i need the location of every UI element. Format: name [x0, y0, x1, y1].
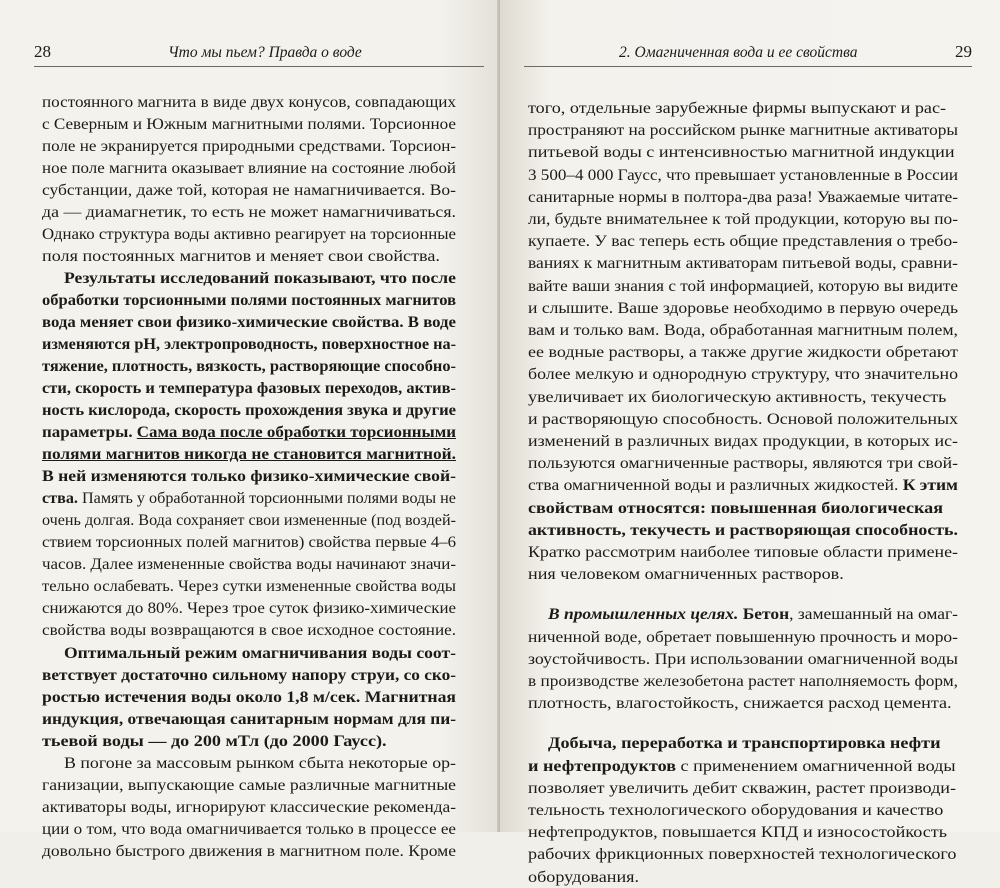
- text-line-content: [548, 732, 941, 754]
- text-line: [42, 686, 456, 708]
- text-line: [42, 179, 457, 201]
- text-line: [528, 363, 959, 385]
- text-line: [528, 97, 947, 119]
- text-line-content: в производстве железобетона растет наполняемость форм,: [528, 672, 958, 690]
- text-line-content: того, отдельные зарубежные фирмы выпускают и рас-: [528, 99, 947, 117]
- text-line-content: санитарные нормы в полтора-два раза! Уважаемые читате-: [528, 187, 958, 206]
- text-segment: с применением омагниченной воды: [676, 756, 956, 775]
- text-line-content: изменений в различных видах продукции, в которых ис-: [528, 432, 959, 450]
- text-line: [528, 275, 959, 297]
- right-header-rule: [524, 66, 972, 67]
- left-page: [0, 0, 500, 860]
- text-line-content: В погоне за массовым рынком сбыта некоторые ор-: [64, 753, 456, 772]
- left-header-rule: [34, 66, 484, 67]
- text-line: [528, 319, 958, 341]
- text-line-content: Оптимальный режим омагничивания воды соот-: [64, 643, 456, 662]
- text-line: [42, 796, 457, 818]
- text-line-content: ваниях к магнитным активаторам питьевой воды, сравни-: [528, 254, 958, 273]
- left-page-number: 28: [34, 42, 51, 61]
- text-line-content: тельность технологического оборудования и качество: [528, 801, 944, 819]
- text-line: [64, 752, 456, 774]
- text-line: [64, 267, 457, 289]
- text-segment: , замешанный на омаг-: [789, 605, 958, 624]
- left-running-title: Что мы пьем? Правда о воде: [168, 44, 362, 61]
- text-line: [528, 252, 958, 274]
- text-line: [64, 642, 456, 664]
- text-line: [42, 157, 456, 179]
- text-segment: ства омагниченной воды и различных жидкостей.: [528, 476, 903, 495]
- text-line: [42, 333, 455, 355]
- text-line: [42, 575, 457, 597]
- text-line: [42, 443, 457, 465]
- text-line: [528, 777, 957, 799]
- text-line: [528, 497, 944, 519]
- text-line: [42, 311, 456, 333]
- text-line-content: рабочих фрикционных поверхностей технологического: [528, 845, 957, 864]
- text-line-content: вайте ваши знания с той информацией, которую вы видите: [528, 276, 959, 295]
- left-running-head: [34, 42, 484, 72]
- text-line-content: Однако структура воды активно реагирует на торсионные: [42, 225, 456, 244]
- text-line: [528, 563, 844, 585]
- text-line: [528, 141, 955, 163]
- text-line: [42, 818, 457, 840]
- text-line-content: позволяет увеличить дебит скважин, растет производи-: [528, 778, 957, 797]
- text-line: [42, 487, 457, 509]
- text-line: [42, 531, 457, 553]
- text-line-content: вам и только вам. Вода, обработанная магнитным полем,: [528, 321, 958, 339]
- text-line-content: пространяют на российском рынке магнитные активаторы: [528, 121, 958, 140]
- text-line: [528, 408, 958, 430]
- text-line-content: да — диамагнетик, то есть не может намагничиваться.: [42, 203, 456, 222]
- text-line-content: свойства воды возвращаются в свое исходное состояние.: [42, 621, 457, 640]
- text-line: [548, 603, 958, 625]
- text-line: [42, 135, 457, 157]
- text-line: [528, 843, 957, 865]
- text-line: [42, 664, 456, 686]
- text-line-content: поля постоянных магнитов и меняет свои свойства.: [42, 247, 440, 266]
- text-line-content: постоянного магнита в виде двух конусов, совпадающих: [42, 93, 457, 111]
- text-line: [528, 119, 958, 141]
- text-line-content: обработки торсионными полями постоянных магнитов: [42, 291, 457, 310]
- text-line-content: нефтепродуктов, повышается КПД и износостойкость: [528, 823, 947, 842]
- text-line-content: ганизации, выпускающие самые различные магнитные: [42, 775, 457, 794]
- text-line-content: [548, 603, 958, 625]
- text-segment: Бетон: [742, 605, 790, 624]
- text-line-content: купаете. У вас теперь есть общие представления о требо-: [528, 232, 959, 251]
- text-line-content: ниченной воде, обретает повышенную прочность и моро-: [528, 627, 958, 646]
- text-line-content: довольно быстрого движения в магнитном поле. Кроме: [42, 841, 457, 860]
- text-line: [528, 341, 958, 363]
- text-line: [42, 113, 456, 135]
- text-line-content: тьевой воды — до 200 мТл (до 2000 Гаусс).: [42, 731, 387, 750]
- text-line: [528, 648, 958, 670]
- text-line: [42, 245, 440, 267]
- text-line-content: вода меняет свои физико-химические свойства. В воде: [42, 313, 456, 332]
- text-line: [42, 708, 456, 730]
- text-line-content: [528, 755, 956, 777]
- text-segment: К этим: [902, 476, 958, 495]
- text-line-content: 3 500–4 000 Гаусс, что превышает установленные в России: [528, 165, 958, 184]
- text-line-content: тяжение, плотность, вязкость, растворяющие способно-: [42, 357, 456, 376]
- text-line-content: ростью истечения воды около 1,8 м/сек. Магнитная: [42, 687, 456, 706]
- text-line: [42, 201, 456, 223]
- text-segment: параметры.: [42, 423, 137, 442]
- text-line: [528, 430, 959, 452]
- text-line: [42, 91, 457, 113]
- right-page-number: 29: [955, 42, 972, 61]
- text-line: [528, 519, 958, 541]
- text-line-content: ее водные растворы, а также другие жидкости обретают: [528, 343, 958, 362]
- text-line: [528, 186, 958, 208]
- text-line-content: ветствует достаточно сильному напору струи, со ско-: [42, 665, 456, 684]
- text-line-content: [528, 474, 958, 496]
- text-line-content: ли, будьте внимательнее к той продукции, которую вы по-: [528, 210, 959, 228]
- text-line-content: ции о том, что вода омагничивается только в процессе ее: [42, 819, 457, 838]
- text-line-content: ния человеком омагниченных растворов.: [528, 565, 844, 584]
- text-line-content: увеличивает их биологическую активность, текучесть: [528, 387, 947, 406]
- text-line-content: часов. Далее измененные свойства воды начинают значи-: [42, 555, 457, 574]
- text-segment: ства.: [42, 489, 82, 508]
- text-line-content: [42, 487, 456, 509]
- text-line: [42, 223, 456, 245]
- text-line-content: ность кислорода, скорость прохождения звука и другие: [42, 401, 457, 420]
- text-line-content: [42, 421, 456, 443]
- text-line: [528, 452, 959, 474]
- text-line: [528, 821, 947, 843]
- text-line-content: пользуются омагниченные растворы, являются три свой-: [528, 454, 959, 473]
- text-line-content: снижаются до 80%. Через трое суток физико-химические: [42, 599, 457, 618]
- text-line: [528, 799, 944, 821]
- text-line-content: плотность, влагостойкость, снижается расход цемента.: [528, 694, 952, 713]
- text-line-content: активаторы воды, игнорируют классические рекоменда-: [42, 797, 457, 816]
- text-line: [42, 774, 457, 796]
- text-line-content: субстанции, даже той, которая не намагничивается. Во-: [42, 181, 457, 200]
- text-line-content: свойствам относятся: повышенная биологическая: [528, 498, 944, 517]
- text-line-content: зоустойчивость. При использовании омагниченной воды: [528, 649, 958, 668]
- text-line-content: поле не экранируется природными средствами. Торсион-: [42, 137, 457, 156]
- text-line-content: индукция, отвечающая санитарным нормам для пи-: [42, 709, 456, 728]
- text-line-content: питьевой воды с интенсивностью магнитной индукции: [528, 143, 955, 162]
- text-line: [42, 289, 457, 311]
- text-line-content: активность, текучесть и растворяющая способность.: [528, 520, 958, 539]
- right-running-head: [524, 42, 972, 72]
- text-line-content: ствием торсионных полей магнитов) свойства первые 4–6: [42, 533, 457, 552]
- right-page: [500, 0, 1000, 886]
- text-line: [42, 465, 457, 487]
- text-line: [42, 840, 457, 862]
- text-line-content: изменяются pH, электропроводность, поверхностное на-: [42, 335, 456, 354]
- text-line-content: тельно ослабевать. Через сутки измененные свойства воды: [42, 577, 457, 596]
- text-line: [42, 619, 457, 641]
- text-line: [548, 732, 941, 754]
- text-line: [528, 755, 956, 777]
- text-line: [42, 355, 456, 377]
- text-line: [528, 692, 952, 714]
- text-line: [42, 509, 457, 531]
- text-line: [42, 421, 457, 443]
- text-line: [42, 553, 457, 575]
- text-line-content: Кратко рассмотрим наиболее типовые области примене-: [528, 543, 958, 561]
- text-line: [528, 866, 640, 888]
- text-line: [528, 208, 959, 230]
- text-line: [528, 164, 958, 186]
- text-line-content: оборудования.: [528, 867, 640, 886]
- text-line-content: сти, скорость и температура фазовых переходов, актив-: [42, 379, 456, 398]
- text-segment: Память у обработанной торсионными полями воды не: [81, 489, 456, 508]
- text-line-content: полями магнитов никогда не становится магнитной.: [42, 445, 457, 464]
- text-line-content: ное поле магнита оказывает влияние на состояние любой: [42, 159, 456, 178]
- text-segment: и нефтепродуктов: [528, 756, 677, 775]
- text-line-content: В ней изменяются только физико-химические свой-: [42, 467, 457, 486]
- text-segment: В промышленных целях.: [548, 605, 739, 624]
- text-line: [42, 730, 387, 752]
- text-line: [42, 597, 457, 619]
- text-line-content: очень долгая. Вода сохраняет свои измененные (под воздей-: [42, 511, 456, 530]
- text-line-content: и слышите. Ваше здоровье необходимо в первую очередь: [528, 298, 959, 317]
- text-line-content: и растворяющую способность. Основой положительных: [528, 409, 958, 428]
- text-line: [528, 386, 947, 408]
- text-segment: Добыча, переработка и транспортировка нефти: [548, 734, 941, 753]
- text-line: [528, 670, 958, 692]
- text-line: [528, 541, 958, 563]
- text-line-content: более мелкую и однородную структуру, что значительно: [528, 365, 959, 384]
- text-line: [42, 377, 456, 399]
- text-line: [528, 474, 958, 496]
- text-line: [528, 230, 959, 252]
- right-running-title: 2. Омагниченная вода и ее свойства: [619, 44, 858, 61]
- text-line: [42, 399, 457, 421]
- text-segment: Сама вода после обработки торсионными: [136, 423, 457, 442]
- text-line-content: Результаты исследований показывают, что после: [64, 269, 457, 288]
- text-line: [528, 297, 959, 319]
- text-line: [528, 626, 958, 648]
- text-line-content: с Северным и Южным магнитными полями. Торсионное: [42, 115, 456, 134]
